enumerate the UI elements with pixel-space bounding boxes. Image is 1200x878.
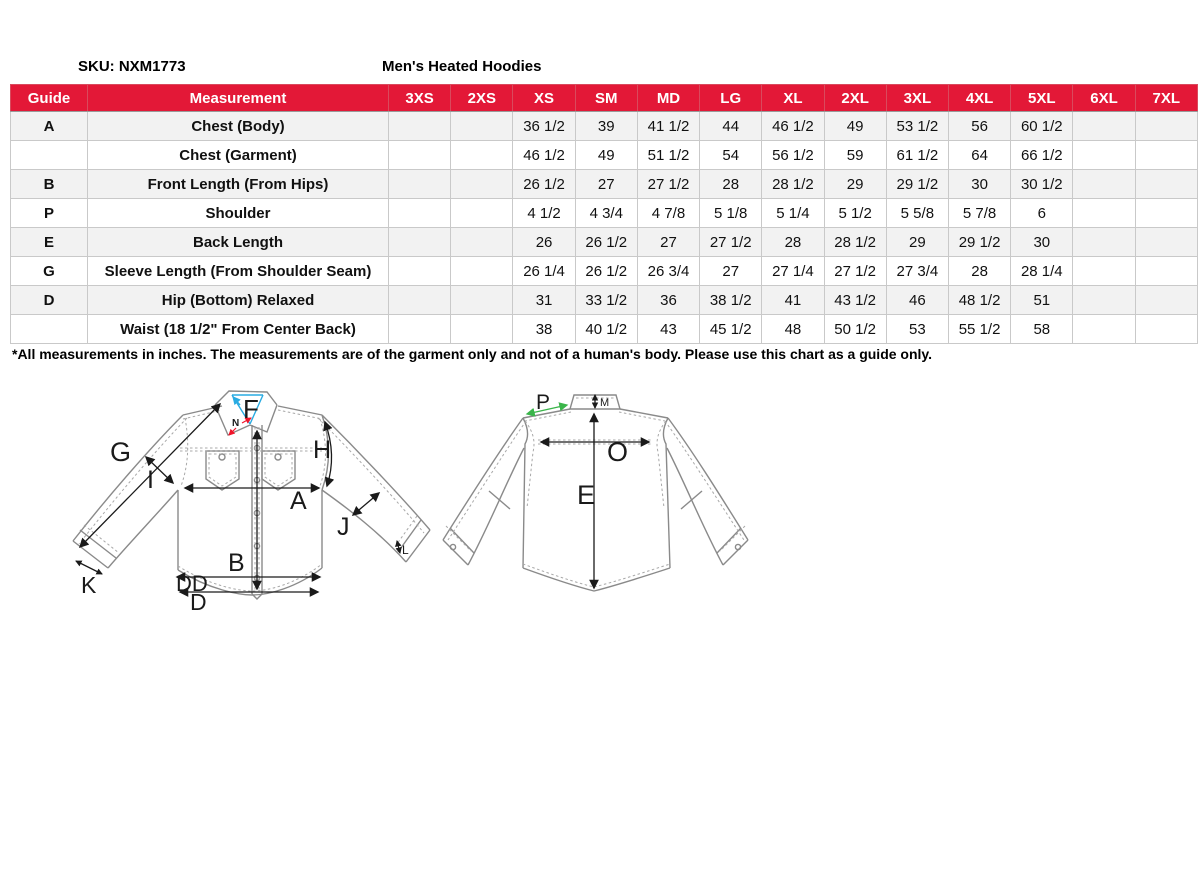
back-view-drawing: [443, 391, 748, 591]
guide-cell: E: [11, 228, 88, 257]
size-value-cell: 50 1/2: [824, 315, 886, 344]
size-value-cell: [389, 141, 451, 170]
size-value-cell: 5 1/8: [700, 199, 762, 228]
size-value-cell: [1135, 112, 1197, 141]
size-value-cell: 30: [1011, 228, 1073, 257]
size-value-cell: 5 1/4: [762, 199, 824, 228]
size-value-cell: 36: [637, 286, 699, 315]
size-value-cell: 28: [700, 170, 762, 199]
product-title: Men's Heated Hoodies: [382, 58, 542, 75]
size-value-cell: [1073, 228, 1135, 257]
size-value-cell: 31: [513, 286, 575, 315]
size-value-cell: 48: [762, 315, 824, 344]
size-value-cell: 28 1/2: [762, 170, 824, 199]
column-header-2xs: 2XS: [451, 85, 513, 112]
size-value-cell: 53 1/2: [886, 112, 948, 141]
size-value-cell: [1135, 228, 1197, 257]
size-value-cell: 5 7/8: [948, 199, 1010, 228]
size-value-cell: [389, 315, 451, 344]
size-value-cell: 43: [637, 315, 699, 344]
size-value-cell: 61 1/2: [886, 141, 948, 170]
guide-cell: [11, 141, 88, 170]
column-header-7xl: 7XL: [1135, 85, 1197, 112]
size-value-cell: 26 3/4: [637, 257, 699, 286]
size-value-cell: 49: [824, 112, 886, 141]
back-shirt-outline: [443, 395, 748, 591]
size-value-cell: [1073, 141, 1135, 170]
column-header-md: MD: [637, 85, 699, 112]
size-value-cell: [451, 141, 513, 170]
size-chart-container: [10, 84, 1198, 344]
size-value-cell: 43 1/2: [824, 286, 886, 315]
guide-cell: P: [11, 199, 88, 228]
size-table-body: [11, 112, 1198, 344]
size-value-cell: 28: [762, 228, 824, 257]
size-value-cell: 29: [886, 228, 948, 257]
size-value-cell: 49: [575, 141, 637, 170]
size-value-cell: [389, 286, 451, 315]
size-value-cell: 58: [1011, 315, 1073, 344]
back-label-e: E: [577, 480, 596, 510]
size-value-cell: 36 1/2: [513, 112, 575, 141]
size-value-cell: 29 1/2: [886, 170, 948, 199]
front-label-n: N: [232, 418, 240, 429]
size-value-cell: [1073, 315, 1135, 344]
size-value-cell: 27: [637, 228, 699, 257]
size-value-cell: 27: [700, 257, 762, 286]
size-value-cell: [451, 228, 513, 257]
sku-label: SKU: NXM1773: [78, 58, 186, 75]
size-value-cell: 56 1/2: [762, 141, 824, 170]
size-value-cell: 4 1/2: [513, 199, 575, 228]
size-value-cell: 39: [575, 112, 637, 141]
size-value-cell: 26 1/2: [513, 170, 575, 199]
size-value-cell: [389, 199, 451, 228]
column-header-3xl: 3XL: [886, 85, 948, 112]
size-value-cell: [1135, 141, 1197, 170]
front-label-g: G: [110, 437, 132, 467]
size-value-cell: [1073, 199, 1135, 228]
size-value-cell: [1073, 170, 1135, 199]
size-value-cell: 28 1/4: [1011, 257, 1073, 286]
table-row: [11, 112, 1198, 141]
measurement-cell: Sleeve Length (From Shoulder Seam): [88, 257, 389, 286]
measurement-cell: Chest (Body): [88, 112, 389, 141]
column-header-sm: SM: [575, 85, 637, 112]
size-value-cell: 46: [886, 286, 948, 315]
size-value-cell: [389, 257, 451, 286]
column-header-2xl: 2XL: [824, 85, 886, 112]
table-row: [11, 228, 1198, 257]
size-value-cell: 26: [513, 228, 575, 257]
size-value-cell: [1135, 199, 1197, 228]
size-value-cell: 38 1/2: [700, 286, 762, 315]
size-value-cell: 44: [700, 112, 762, 141]
size-value-cell: 26 1/2: [575, 257, 637, 286]
size-value-cell: [451, 286, 513, 315]
size-value-cell: [1073, 112, 1135, 141]
size-value-cell: 27 1/2: [824, 257, 886, 286]
size-value-cell: [1073, 286, 1135, 315]
front-label-d: D: [190, 589, 207, 615]
size-value-cell: [451, 170, 513, 199]
footnote: *All measurements in inches. The measurements are of the garment only and not of a human's body. Please use this chart as a guide only.: [12, 346, 933, 362]
size-value-cell: 27 1/2: [700, 228, 762, 257]
size-value-cell: 6: [1011, 199, 1073, 228]
size-value-cell: [451, 315, 513, 344]
size-value-cell: 56: [948, 112, 1010, 141]
size-value-cell: 54: [700, 141, 762, 170]
back-label-p: P: [536, 391, 551, 414]
size-value-cell: 4 3/4: [575, 199, 637, 228]
table-row: [11, 257, 1198, 286]
size-value-cell: [1135, 286, 1197, 315]
table-row: [11, 199, 1198, 228]
size-value-cell: 38: [513, 315, 575, 344]
measurement-cell: Shoulder: [88, 199, 389, 228]
guide-cell: B: [11, 170, 88, 199]
size-value-cell: [1135, 315, 1197, 344]
size-value-cell: 27 1/2: [637, 170, 699, 199]
front-label-f: F: [243, 394, 259, 424]
column-header-3xs: 3XS: [389, 85, 451, 112]
size-value-cell: [451, 199, 513, 228]
size-value-cell: 29: [824, 170, 886, 199]
size-value-cell: 33 1/2: [575, 286, 637, 315]
front-label-i: I: [147, 466, 154, 494]
size-value-cell: 66 1/2: [1011, 141, 1073, 170]
measurement-cell: Back Length: [88, 228, 389, 257]
front-label-dd: DD: [176, 571, 208, 596]
size-value-cell: 40 1/2: [575, 315, 637, 344]
size-value-cell: 53: [886, 315, 948, 344]
front-label-a: A: [290, 487, 307, 515]
column-header-5xl: 5XL: [1011, 85, 1073, 112]
size-value-cell: 26 1/4: [513, 257, 575, 286]
size-value-cell: 46 1/2: [513, 141, 575, 170]
size-value-cell: 29 1/2: [948, 228, 1010, 257]
size-value-cell: [389, 228, 451, 257]
column-header-lg: LG: [700, 85, 762, 112]
size-table-header-row: [11, 85, 1198, 112]
guide-cell: D: [11, 286, 88, 315]
guide-cell: A: [11, 112, 88, 141]
size-value-cell: [451, 112, 513, 141]
guide-cell: [11, 315, 88, 344]
size-value-cell: 55 1/2: [948, 315, 1010, 344]
size-chart-table: [10, 84, 1198, 344]
guide-cell: G: [11, 257, 88, 286]
size-value-cell: [389, 112, 451, 141]
size-value-cell: 30 1/2: [1011, 170, 1073, 199]
size-value-cell: 27 3/4: [886, 257, 948, 286]
size-value-cell: 27 1/4: [762, 257, 824, 286]
size-value-cell: 30: [948, 170, 1010, 199]
table-row: [11, 286, 1198, 315]
garment-diagram: [0, 378, 1200, 878]
size-value-cell: 64: [948, 141, 1010, 170]
back-label-m: M: [600, 397, 610, 409]
front-label-h: H: [313, 436, 332, 464]
size-value-cell: 59: [824, 141, 886, 170]
measurement-cell: Chest (Garment): [88, 141, 389, 170]
measurement-cell: Hip (Bottom) Relaxed: [88, 286, 389, 315]
size-value-cell: 5 1/2: [824, 199, 886, 228]
table-row: [11, 141, 1198, 170]
size-value-cell: 60 1/2: [1011, 112, 1073, 141]
measurement-cell: Front Length (From Hips): [88, 170, 389, 199]
column-header-xl: XL: [762, 85, 824, 112]
size-value-cell: [1135, 257, 1197, 286]
size-value-cell: [451, 257, 513, 286]
front-label-b: B: [228, 549, 245, 577]
size-value-cell: 4 7/8: [637, 199, 699, 228]
front-label-k: K: [81, 572, 97, 598]
size-value-cell: 26 1/2: [575, 228, 637, 257]
front-label-j: J: [337, 513, 350, 541]
size-value-cell: [1135, 170, 1197, 199]
title-bar: [0, 58, 1200, 82]
size-value-cell: 45 1/2: [700, 315, 762, 344]
column-header-4xl: 4XL: [948, 85, 1010, 112]
column-header-guide: Guide: [11, 85, 88, 112]
column-header-6xl: 6XL: [1073, 85, 1135, 112]
table-row: [11, 315, 1198, 344]
size-value-cell: 46 1/2: [762, 112, 824, 141]
front-label-l: L: [402, 543, 409, 557]
table-row: [11, 170, 1198, 199]
size-value-cell: 5 5/8: [886, 199, 948, 228]
column-header-measurement: Measurement: [88, 85, 389, 112]
size-value-cell: [389, 170, 451, 199]
size-value-cell: 51 1/2: [637, 141, 699, 170]
front-view-drawing: [73, 391, 430, 615]
back-label-o: O: [607, 437, 629, 467]
size-value-cell: 48 1/2: [948, 286, 1010, 315]
size-value-cell: 28: [948, 257, 1010, 286]
size-value-cell: 41 1/2: [637, 112, 699, 141]
size-value-cell: 51: [1011, 286, 1073, 315]
measurement-cell: Waist (18 1/2" From Center Back): [88, 315, 389, 344]
size-value-cell: [1073, 257, 1135, 286]
column-header-xs: XS: [513, 85, 575, 112]
size-value-cell: 27: [575, 170, 637, 199]
size-value-cell: 41: [762, 286, 824, 315]
size-value-cell: 28 1/2: [824, 228, 886, 257]
